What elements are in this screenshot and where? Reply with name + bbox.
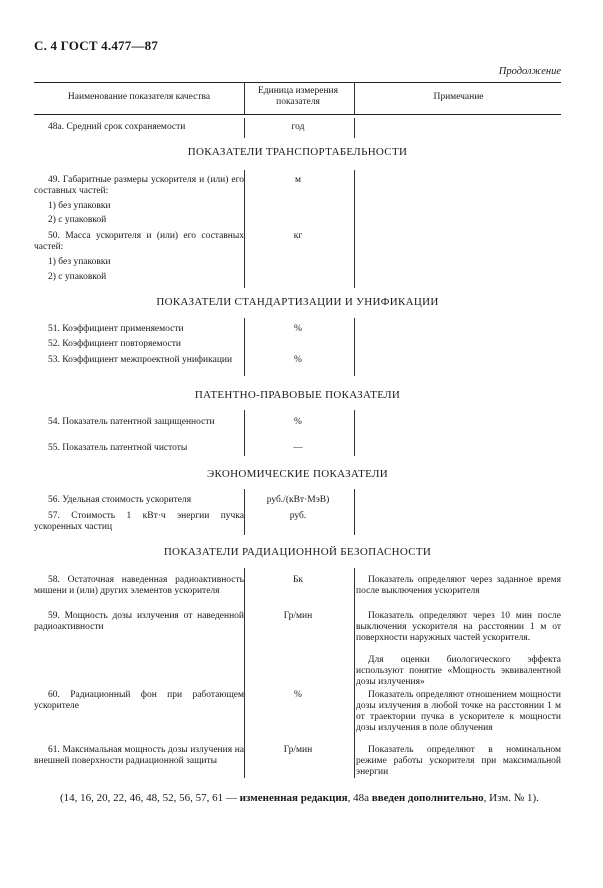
column-divider [354,170,355,288]
amendment-end: , Изм. № 1). [483,792,539,804]
row-59-note-2: Для оценки биологического эффекта используют понятие «Мощность эквивалентной дозы излучения» [356,655,561,687]
row-59-unit: Гр/мин [283,611,313,621]
row-54-unit: % [294,417,302,427]
row-51-unit: % [294,324,302,334]
row-60-note: Показатель определяют отношением мощности дозы излучения в любой точке на расстоянии 1 м от траектории пучка в ускорителе к мощности дозы излучения в поле облучения [356,690,561,733]
row-48a-unit: год [291,122,305,132]
row-54-label: 54. Показатель патентной защищенности [48,417,215,427]
column-divider [354,568,355,778]
row-61-unit: Гр/мин [283,745,313,755]
table-top-rule [34,82,561,83]
row-49-unit: м [294,175,301,185]
row-57-unit: руб. [289,511,307,521]
row-49-label: 49. Габаритные размеры ускорителя и (или) его составных частей: [34,175,244,196]
row-50-sub2: 2) с упаковкой [48,272,107,282]
row-50-label: 50. Масса ускорителя и (или) его составных частей: [34,231,244,252]
continuation-label: Продолжение [498,66,561,77]
table-header-rule [34,114,561,115]
row-59-label: 59. Мощность дозы излучения от наведенной радиоактивности [34,611,244,632]
row-56-label: 56. Удельная стоимость ускорителя [48,495,192,505]
page-header: С. 4 ГОСТ 4.477—87 [34,38,159,53]
column-divider [354,318,355,376]
row-49-sub1: 1) без упаковки [48,201,111,211]
row-49-sub2: 2) с упаковкой [48,215,107,225]
column-header-note: Примечание [433,92,484,102]
column-divider [354,410,355,456]
column-header-name: Наименование показателя качества [67,92,211,102]
column-header-unit: Единица измерения показателя [258,86,338,107]
row-58-label: 58. Остаточная наведенная радиоактивность мишени и (или) других элементов ускорителя [34,575,244,596]
column-divider [244,170,245,288]
amendment-bold-2: введен дополнительно [371,792,484,804]
section-title-radiation: ПОКАЗАТЕЛИ РАДИАЦИОННОЙ БЕЗОПАСНОСТИ [163,546,432,558]
row-56-unit: руб./(кВт·МэВ) [266,495,330,505]
row-61-label: 61. Максимальная мощность дозы излучения на внешней поверхности радиационной защиты [34,745,244,766]
column-divider [354,118,355,138]
row-57-label: 57. Стоимость 1 кВт·ч энергии пучка ускоренных частиц [34,511,244,532]
row-52-label: 52. Коэффициент повторяемости [48,339,181,349]
row-58-note: Показатель определяют через заданное время после выключения ускорителя [356,575,561,596]
amendment-note [60,792,539,804]
row-48a-label: 48а. Средний срок сохраняемости [48,122,186,132]
row-55-unit: — [293,443,303,453]
section-title-economic: ЭКОНОМИЧЕСКИЕ ПОКАЗАТЕЛИ [206,468,389,480]
column-divider [354,82,355,114]
section-title-standardization: ПОКАЗАТЕЛИ СТАНДАРТИЗАЦИИ И УНИФИКАЦИИ [156,296,439,308]
section-title-transport: ПОКАЗАТЕЛИ ТРАНСПОРТАБЕЛЬНОСТИ [187,146,408,158]
row-60-label: 60. Радиационный фон при работающем ускорителе [34,690,244,711]
row-51-label: 51. Коэффициент применяемости [48,324,184,334]
section-title-patent: ПАТЕНТНО-ПРАВОВЫЕ ПОКАЗАТЕЛИ [194,389,401,401]
row-50-sub1: 1) без упаковки [48,257,111,267]
row-50-unit: кг [293,231,303,241]
row-55-label: 55. Показатель патентной чистоты [48,443,188,453]
amendment-tail: , 48а [347,792,372,804]
row-53-label: 53. Коэффициент межпроектной унификации [48,355,233,365]
amendment-bold-1: измененная редакция [239,792,348,804]
row-60-unit: % [294,690,302,700]
row-58-unit: Бк [292,575,304,585]
amendment-lead: (14, 16, 20, 22, 46, 48, 52, 56, 57, 61 — [60,792,240,804]
row-59-note: Показатель определяют через 10 мин после выключения ускорителя на расстоянии 1 м от поверхности наружных частей ускорителя. [356,611,561,643]
column-divider [354,489,355,535]
column-divider [244,82,245,114]
row-61-note: Показатель определяют в номинальном режиме работы ускорителя при максимальной энергии [356,745,561,777]
row-53-unit: % [294,355,302,365]
